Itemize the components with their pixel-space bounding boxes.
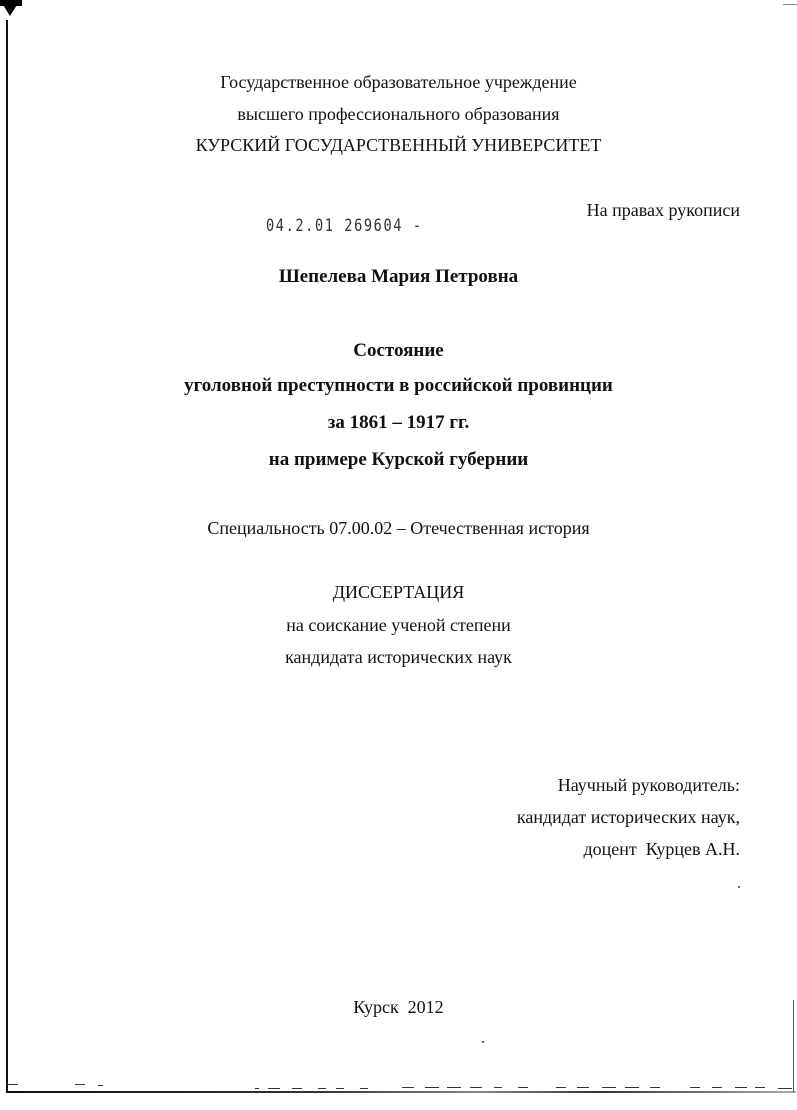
institution-line-2: высшего профессионального образования <box>237 104 560 124</box>
scan-top-right-mark <box>783 4 797 5</box>
university-name: КУРСКИЙ ГОСУДАРСТВЕННЫЙ УНИВЕРСИТЕТ <box>195 135 602 155</box>
title-line-4: на примере Курской губернии <box>268 449 529 470</box>
library-stamp: 04.2.01 269604 - <box>266 216 423 236</box>
title-line-1: Состояние <box>353 340 444 361</box>
manuscript-note: На правах рукописи <box>586 200 740 220</box>
city-year: Курск 2012 <box>353 997 444 1017</box>
degree-type: ДИССЕРТАЦИЯ <box>332 582 465 602</box>
degree-line-2: кандидата исторических наук <box>285 647 512 667</box>
supervisor-label: Научный руководитель: <box>557 775 740 795</box>
institution-line-1: Государственное образовательное учреждение <box>220 72 577 92</box>
supervisor-name: доцент Курцев А.Н. <box>583 839 740 859</box>
supervisor-degree: кандидат исторических наук, <box>516 807 740 827</box>
title-line-3: за 1861 – 1917 гг. <box>327 412 470 433</box>
scan-corner-artifact-tip <box>0 0 20 16</box>
scan-speck <box>738 886 740 888</box>
scan-dashed-artifacts <box>0 1092 797 1093</box>
scan-speck <box>482 1041 484 1043</box>
specialty: Специальность 07.00.02 – Отечественная история <box>207 518 590 538</box>
degree-line-1: на соискание ученой степени <box>286 615 511 635</box>
author-name: Шепелева Мария Петровна <box>278 266 519 287</box>
title-line-2: уголовной преступности в российской провинции <box>184 375 613 396</box>
scan-left-edge <box>6 20 8 1092</box>
